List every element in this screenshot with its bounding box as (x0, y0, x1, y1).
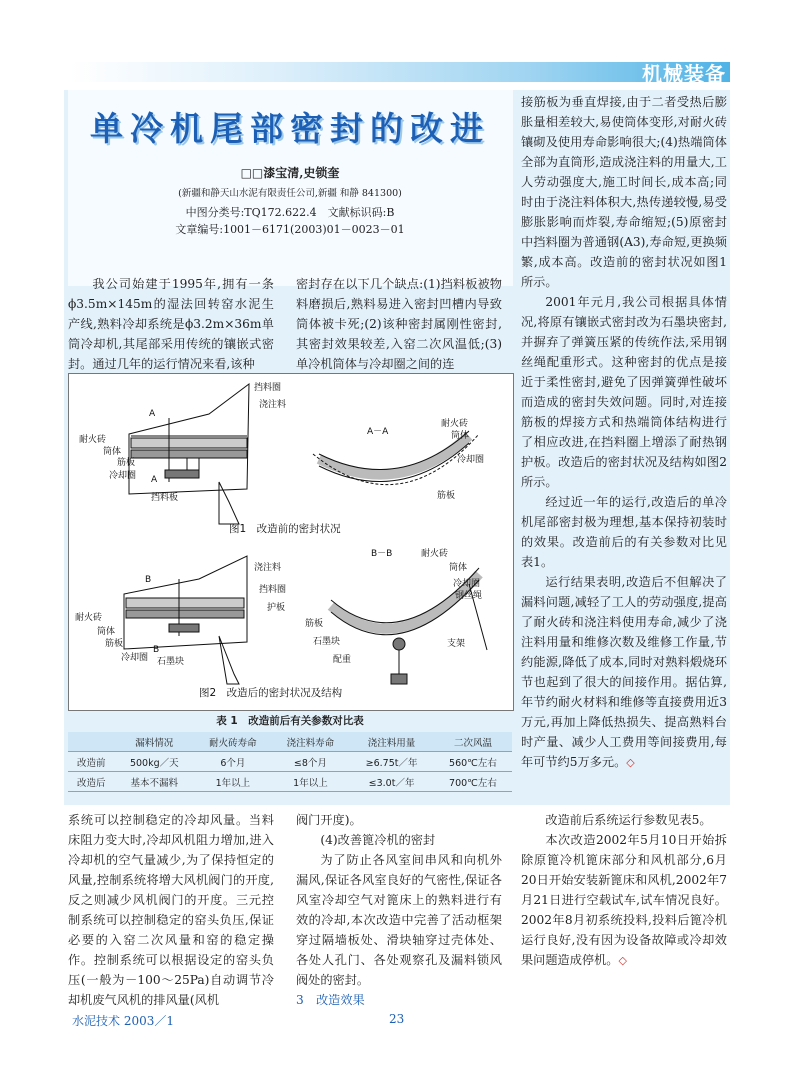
figure2-left (124, 556, 247, 684)
fig1-label-f: 冷却圈 (109, 471, 137, 481)
table-cell: 改造前 (68, 752, 115, 772)
intro-paragraph-2: 密封存在以下几个缺点:(1)挡料板被物料磨损后,熟料易进入密封凹槽内导致筒体被卡死;(2)该种密封属刚性密封,其密封效果较差,入窑二次风温低;(3)单冷机筒体与冷却圈之间的连 (296, 277, 502, 371)
article-title: 单冷机尾部密封的改进 (90, 109, 490, 148)
table1-caption: 表 1 改造前后有关参数对比表 (216, 715, 364, 727)
table-cell: 1年以上 (194, 772, 272, 792)
table-header-cell: 漏料情况 (115, 732, 194, 752)
right-paragraph-3: 经过近一年的运行,改造后的单冷机尾部密封极为理想,基本保持初装时的效果。改造前后的有关参数对比见表1。 (521, 495, 727, 569)
end-mark-icon: ◇ (626, 756, 635, 769)
subheading-seal: (4)改善篦冷机的密封 (320, 833, 436, 847)
fig1-label-h: A (149, 409, 156, 419)
fig1-label-c: 耐火砖 (79, 435, 107, 445)
end-mark-icon: ◇ (618, 954, 627, 967)
fig1-label-l: 筒体 (451, 431, 470, 441)
fig1-label-i: A (151, 475, 158, 485)
header-bar (70, 62, 730, 82)
fig2-label-f: 筋板 (105, 639, 124, 649)
fig2-label-s: 配重 (333, 655, 352, 665)
fig2-label-m: 筒体 (449, 563, 468, 573)
figure1-left (129, 384, 249, 524)
figure-drawing (69, 374, 513, 710)
lower-paragraph-3b-text: 本次改造2002年5月10日开始拆除原篦冷机篦床部分和风机部分,6月20日开始安装新篦床和风机,2002年7月21日进行空载试车,试车情况良好。2002年8月初系统投料,投料后篦冷机运行良好,没有因为设备故障或冷却效果问题造成停机。 (521, 833, 727, 967)
table-cell: 1年以上 (272, 772, 350, 792)
fig1-label-b: 浇注料 (259, 400, 287, 410)
table-cell: 基本不漏料 (115, 772, 194, 792)
fig2-label-r: 支架 (447, 639, 466, 649)
clc-number: 中图分类号:TQ172.622.4 文献标识码:B (185, 206, 395, 219)
article-number: 文章编号:1001－6171(2003)01－0023－01 (175, 223, 405, 236)
table1 (68, 732, 512, 792)
table-cell: 6个月 (194, 752, 272, 772)
figure2-caption: 图2 改造后的密封状况及结构 (199, 687, 343, 699)
authors: □□漆宝清,史锁奎 (240, 166, 340, 180)
section-heading-effect: 3 改造效果 (296, 993, 365, 1007)
figures-frame (68, 373, 514, 711)
table-cell: 改造后 (68, 772, 115, 792)
fig1-label-j: A－A (367, 427, 389, 437)
fig2-label-g: 冷却圈 (121, 653, 149, 663)
intro-column-1 (68, 274, 274, 374)
page-number: 23 (389, 1012, 405, 1026)
fig2-label-i: B (145, 575, 152, 585)
fig1-label-e: 筋板 (117, 458, 136, 468)
figure1-caption: 图1 改造前的密封状况 (229, 523, 341, 535)
lower-column-2 (296, 810, 502, 1010)
fig2-label-a: 浇注料 (254, 563, 282, 573)
fig2-label-l: 耐火砖 (421, 549, 449, 559)
table-cell: 500kg／天 (115, 752, 194, 772)
table-cell: 560℃左右 (434, 752, 512, 772)
right-paragraph-2: 2001年元月,我公司根据具体情况,将原有镶嵌式密封改为石墨块密封,并摒弃了弹簧压紧的传统作法,采用钢丝绳配重形式。这种密封的优点是接近于柔性密封,避免了因弹簧弹性破坏而造成的密封失效问题。同时,对连接筋板的焊接方式和热端筒体结构进行了相应改进,在挡料圈上增添了耐热钢护板。改造后的密封状况及结构如图2所示。 (521, 295, 727, 489)
fig2-label-h: 石墨块 (157, 657, 185, 667)
table-cell: ≤8个月 (272, 752, 350, 772)
fig2-label-b: 挡料圈 (259, 585, 287, 595)
section-title: 机械装备 (642, 62, 726, 86)
fig1-label-n: 筋板 (437, 491, 456, 501)
lower-paragraph-3a: 改造前后系统运行参数见表5。 (545, 813, 712, 827)
lower-paragraph-1: 系统可以控制稳定的冷却风量。当料床阻力变大时,冷却风机阻力增加,进入冷却机的空气量减少,为了保持恒定的风量,控制系统将增大风机阀门的开度,反之则减少风机阀门的开度。三元控制系统可以控制稳定的窑头负压,保证必要的入窑二次风量和窑的稳定操作。控制系统可以根据设定的窑头负压(一般为－100～25Pa)自动调节冷却机废气风机的排风量(风机 (68, 813, 274, 1007)
fig1-label-d: 筒体 (103, 447, 122, 457)
table-header-row (68, 732, 512, 752)
table-header-cell (68, 732, 115, 752)
intro-paragraph-1: 我公司始建于1995年,拥有一条ϕ3.5m×145m的湿法回转窑水泥生产线,熟料冷却系统是ϕ3.2m×36m单筒冷却机,其尾部采用传统的镶嵌式密封。通过几年的运行情况来看,该种 (68, 277, 274, 371)
fig2-label-n: 冷却圈 (453, 579, 481, 589)
fig2-label-d: 耐火砖 (75, 613, 103, 623)
fig2-label-p: 筋板 (305, 619, 324, 629)
right-paragraph-4-text: 运行结果表明,改造后不但解决了漏料问题,减轻了工人的劳动强度,提高了耐火砖和浇注料使用寿命,减少了浇注料用量和维修次数及维修工作量,节约能源,降低了成本,同时对熟料煅烧环节也起到了很大的间接作用。据估算,年节约耐火材料和维修等直接费用近3万元,再加上降低热损失、提高熟料台时产量、减少人工费用等间接费用,每年可节约5万多元。 (521, 575, 727, 769)
table-header-cell: 浇注料寿命 (272, 732, 350, 752)
table-cell: ≥6.75t／年 (349, 752, 434, 772)
lower-column-1 (68, 810, 274, 1010)
table-cell: 700℃左右 (434, 772, 512, 792)
table-cell: ≤3.0t／年 (349, 772, 434, 792)
lower-paragraph-3b (521, 830, 727, 971)
intro-column-2 (296, 274, 502, 374)
lower-column-3 (521, 810, 727, 971)
lower-paragraph-2b: 为了防止各风室间串风和向机外漏风,保证各风室良好的气密性,保证各风室冷却空气对篦床上的熟料进行有效的冷却,本次改造中完善了活动框架穿过隔墙板处、滑块轴穿过壳体处、各处人孔门、各处观察孔及漏料锁风阀处的密封。 (296, 853, 502, 987)
table-row (68, 752, 512, 772)
fig1-label-m: 冷却圈 (457, 455, 485, 465)
fig2-label-o: 钢丝绳 (455, 591, 483, 601)
fig2-label-q: 石墨块 (313, 637, 341, 647)
fig2-label-e: 筒体 (97, 627, 116, 637)
affiliation: (新疆和静天山水泥有限责任公司,新疆 和静 841300) (178, 188, 402, 199)
table-row (68, 772, 512, 792)
right-paragraph-4 (521, 572, 727, 773)
fig1-label-k: 耐火砖 (441, 419, 469, 429)
right-column (521, 92, 727, 773)
journal-footer: 水泥技术 2003／1 (72, 1014, 174, 1028)
table-header-cell: 二次风温 (434, 732, 512, 752)
fig2-label-j: B (153, 645, 160, 655)
table-header-cell: 耐火砖寿命 (194, 732, 272, 752)
lower-paragraph-2a: 阀门开度)。 (296, 813, 362, 827)
fig2-label-c: 护板 (267, 603, 286, 613)
fig1-label-a: 挡料圈 (254, 383, 282, 393)
fig2-label-k: B－B (371, 549, 393, 559)
right-paragraph-1: 接筋板为垂直焊接,由于二者受热后膨胀量相差较大,易使筒体变形,对耐火砖镶砌及使用寿命影响很大;(4)热端筒体全部为直筒形,造成浇注料的用量大,工人劳动强度大,施工时间长,成本高;同时由于浇注料体积大,热传递较慢,易受膨胀影响而炸裂,寿命缩短;(5)原密封中挡料圈为普通钢(A3),寿命短,更换频繁,成本高。改造前的密封状况如图1所示。 (521, 95, 727, 289)
fig1-label-g: 挡料板 (151, 493, 179, 503)
table-header-cell: 浇注料用量 (349, 732, 434, 752)
